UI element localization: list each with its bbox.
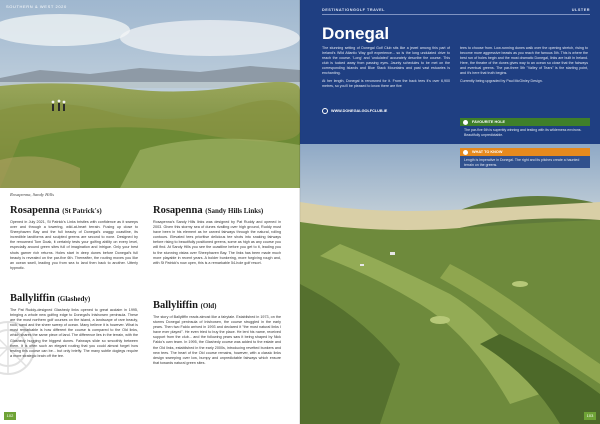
section-label: ULSTER: [571, 8, 590, 12]
course-text: Rosapenna's Sandy Hills links was designed by Pat Ruddy and opened in 2003. Given this stormy sea of dunes rivalling over high ground, Ruddy must have been in his element as he carved fairways through the natural, rolling contours. Elevated tees prioritise delicious tee shots into snaking fairways before rising to beautifully positioned greens, some as high as any course you will find. At Sandy Hills you see the coastline before you get to it, leading you to the stunning vistas over Sheephaven Bay. The links has been made much more playable in recent years. A bolder bunkering, more forgiving rough and, with St Patrick's now open, this is a remarkable 54-hole golf resort.: [153, 220, 281, 265]
article-title: Donegal: [322, 24, 390, 43]
rosapenna-photo: [0, 0, 300, 188]
what-to-know-text: Length is imperative in Donegal. The right and its pitches create a haunted terrain on the greens.: [460, 156, 590, 168]
website-link[interactable]: [322, 108, 387, 114]
course-text: The Pat Ruddy-designed Glashedy links opened to great acclaim in 1995, bringing a whole new golfing edge to Donegal's Inishowen peninsula. These are the most northern golf courses on the island, a landscape of rare beauty, rock, sand and the sheer sweep of ocean. Many believe it is however. What is most remarkable is how different the course is compared to the Old links, which shares the same piece of land. The difference lies in the terrain, with the Glashedy hugging the biggest dunes. Fairways slide so smoothly between them. It is often such an elegant routing that you could almost forget how testing this course can be... but only briefly. The many subtle doglegs require a more strategic brain off the tee.: [10, 308, 138, 358]
favourite-hole-text: The par-five 6th is superbly winning and testing with its wilderness environs. Beautifully unpredictable.: [460, 126, 590, 138]
course-rosapenna-sandy-hills: [153, 205, 281, 266]
intro-column-1: [322, 46, 450, 92]
page-number: 102: [4, 412, 16, 420]
course-heading: Ballyliffin (Glashedy): [10, 293, 91, 304]
right-header: DESTINATIONGOLF TRAVEL: [322, 8, 385, 12]
globe-icon: [322, 108, 328, 114]
info-icon: [463, 150, 468, 155]
intro-column-2: [460, 46, 588, 87]
intro-paragraph: The stunning setting of Donegal Golf Club sits like a jewel among this part of Ireland's Wild Atlantic Way golf experience... so is the long undulated drive to reach the course. 'Long' and 'undulated' accurately describe the course. This club is tucked away from passing eyes. Jaunty schedules to be met on the corresponding Islands and Blue Stack Mountains and past vast estuaries is enchanting.: [322, 46, 450, 75]
header-rule: [322, 14, 590, 15]
donegal-aerial-photo: [300, 144, 600, 424]
page-number: 103: [584, 412, 596, 420]
course-heading: Rosapenna (St Patrick's): [10, 205, 102, 216]
course-heading: Ballyliffin (Old): [153, 300, 217, 311]
course-text: The story of Ballyliffin reads almost like a fairytale. Established in 1973, on the storms Donegal peninsula of Inishowen, the course struggled in the early years. Then two Faldo arrived in 1993 and declared it "the most natural links I have ever played". He even tried to buy the place. He lent his name, received support from the club... and the following years saw it being shaped by Nick Faldo's own team. In 1995, the Glashedy course was added to the estate and the Old links, established in the early 2000s, introducing revetted bunkers and new tees. The heart of the Old course remains, however, with a classic links design sweeping over low, bumpy and unpredictable fairways which ensure that towards natural green sites.: [153, 315, 281, 365]
intro-paragraph: tees to choose from. Low-running dunes walk over the opening stretch, rising to become more aggressive beasts as you reach the famous 5th. This is where the best run of holes begin and the most dramatic Donegal, links are built in Ireland. Here, the theatre of the dunes gives way to an ocean so close that the fairways and eventual greens. The par-three 5th "Valley of Tears" is the starting point, and it's here that truth begins.: [460, 46, 588, 75]
course-heading: Rosapenna (Sandy Hills Links): [153, 205, 264, 216]
intro-paragraph: At her length, Donegal is renowned for it. From the back tees it's over 6,900 metres, so you'll be pleased to know there are five: [322, 79, 450, 88]
website-text: WWW.DONEGALGOLFCLUB.IE: [331, 109, 388, 113]
what-to-know-label: WHAT TO KNOW: [460, 148, 590, 156]
celtic-knot-icon: [0, 318, 38, 378]
left-header: SOUTHERN & WEST 2020: [6, 4, 67, 9]
flag-icon: [463, 120, 468, 125]
right-page: [300, 0, 600, 424]
page-gutter: [299, 0, 301, 424]
intro-paragraph: Currently being upgraded by Paul McGinley Design.: [460, 79, 543, 83]
course-ballyliffin-old: [153, 300, 281, 366]
photo-caption: Rosapenna, Sandy Hills: [10, 192, 55, 197]
favourite-hole-label: FAVOURITE HOLE: [460, 118, 590, 126]
course-rosapenna-st-patricks: [10, 205, 138, 271]
course-text: Opened in July 2021, St Patrick's Links bristles with confidence as it sweeps over and through a towering, wild-at-heart terrain. Fusing up close to Sheephaven Bay and the full beauty of Donegal's craggy coastline, its incredible landforms and sculpted greens are second to none. Designed by the renowned Tom Doak, it certainly tests your golfing ability on every level, especially around green sites full of imagination and intrigue. Only your best shots garner rich returns. Holes start in deep dunes before Donegal's full beauty is revealed on the par-five 6th. Thereafter, the routing moves you like an ocean swell, leading you from sea to land then back to another. Utterly hypnotic.: [10, 220, 138, 270]
